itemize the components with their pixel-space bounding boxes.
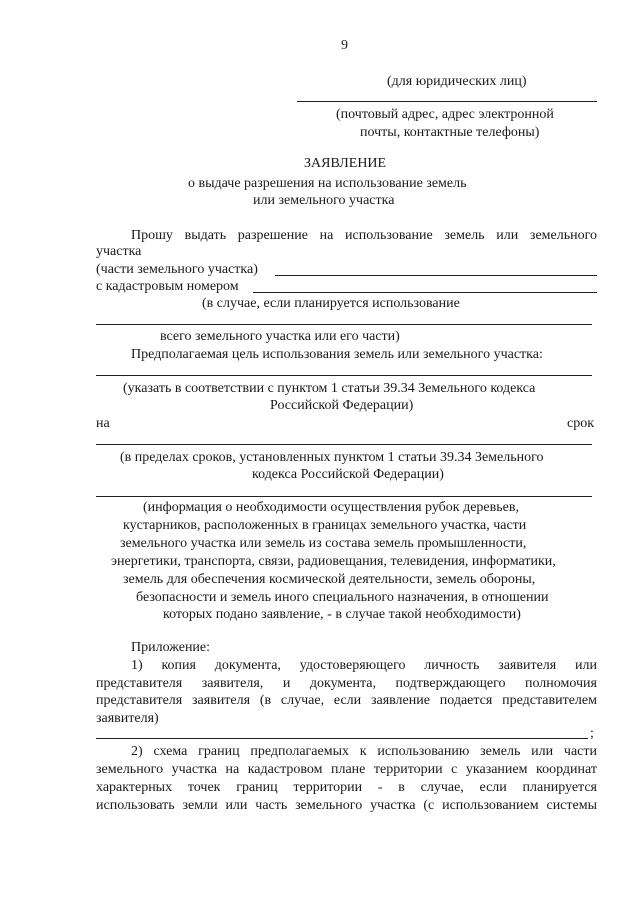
attachment-1-line2: представителя заявителя, и документа, подтверждающего полномочия xyxy=(96,676,597,691)
request-text-line2: участка xyxy=(96,244,142,259)
purpose-note-line2: Российской Федерации) xyxy=(270,398,414,413)
usage-case-note-line2: всего земельного участка или его части) xyxy=(160,329,400,344)
purpose-label: Предполагаемая цель использования земель или земельного участка: xyxy=(131,347,543,362)
info-note-line4: энергетики, транспорта, связи, радиовещания, телевидения, информатики, xyxy=(111,554,556,569)
attachment-2-line1: 2) схема границ предполагаемых к использованию земель или части xyxy=(131,744,597,759)
info-note-line7: которых подано заявление, - в случае такой необходимости) xyxy=(163,607,521,622)
attachment-1-line1: 1) копия документа, удостоверяющего личность заявителя или xyxy=(131,658,597,673)
document-subtitle-line1: о выдаче разрешения на использование земель xyxy=(188,176,467,191)
address-note-line2: почты, контактные телефоны) xyxy=(360,125,540,140)
attachment-1-line4: заявителя) xyxy=(96,711,159,726)
attachment-1-line3: представителя заявителя (в случае, если заявление подается представителем xyxy=(96,693,597,708)
request-text-line1: Прошу выдать разрешение на использование земель или земельного xyxy=(131,228,597,243)
term-note-line1: (в пределах сроков, установленных пунктом 1 статьи 39.34 Земельного xyxy=(120,450,544,465)
attachment-2-line3: характерных точек границ территории - в случае, если планируется xyxy=(96,780,597,795)
usage-case-note-line1: (в случае, если планируется использование xyxy=(202,296,460,311)
page-number: 9 xyxy=(341,38,348,53)
info-note-line3: земельного участка или земель из состава земель промышленности, xyxy=(120,536,527,551)
purpose-note-line1: (указать в соответствии с пунктом 1 статьи 39.34 Земельного кодекса xyxy=(123,381,536,396)
cadastral-number-field xyxy=(253,292,597,293)
info-note-line6: безопасности и земель иного специального назначения, в отношении xyxy=(136,590,549,605)
info-note-line2: кустарников, расположенных в границах земельного участка, части xyxy=(123,518,527,533)
document-subtitle-line2: или земельного участка xyxy=(253,193,395,208)
address-underline xyxy=(297,101,597,102)
address-note-line1: (почтовый адрес, адрес электронной xyxy=(336,107,554,122)
cadastral-number-label: с кадастровым номером xyxy=(96,279,239,294)
info-note-line5: земель для обеспечения космической деятельности, земель обороны, xyxy=(123,572,536,587)
on-label: на xyxy=(96,416,110,431)
document-title: ЗАЯВЛЕНИЕ xyxy=(304,156,387,171)
part-of-plot-label: (части земельного участка) xyxy=(96,262,258,277)
attachment-2-line4: использовать земли или часть земельного участка (с использованием системы xyxy=(96,798,597,813)
info-field xyxy=(96,496,592,497)
term-label: срок xyxy=(567,416,595,431)
info-note-line1: (информация о необходимости осуществления рубок деревьев, xyxy=(143,500,519,515)
term-field xyxy=(96,444,592,445)
attachment-2-line2: земельного участка на кадастровом плане территории с указанием координат xyxy=(96,762,597,777)
purpose-field xyxy=(96,375,592,376)
attachment-1-semicolon: ; xyxy=(590,726,594,741)
attachments-heading: Приложение: xyxy=(131,640,211,655)
usage-case-field xyxy=(96,324,592,325)
term-note-line2: кодекса Российской Федерации) xyxy=(252,467,444,482)
part-of-plot-field xyxy=(275,275,597,276)
attachment-1-field xyxy=(96,738,588,739)
legal-entities-note: (для юридических лиц) xyxy=(387,74,527,89)
